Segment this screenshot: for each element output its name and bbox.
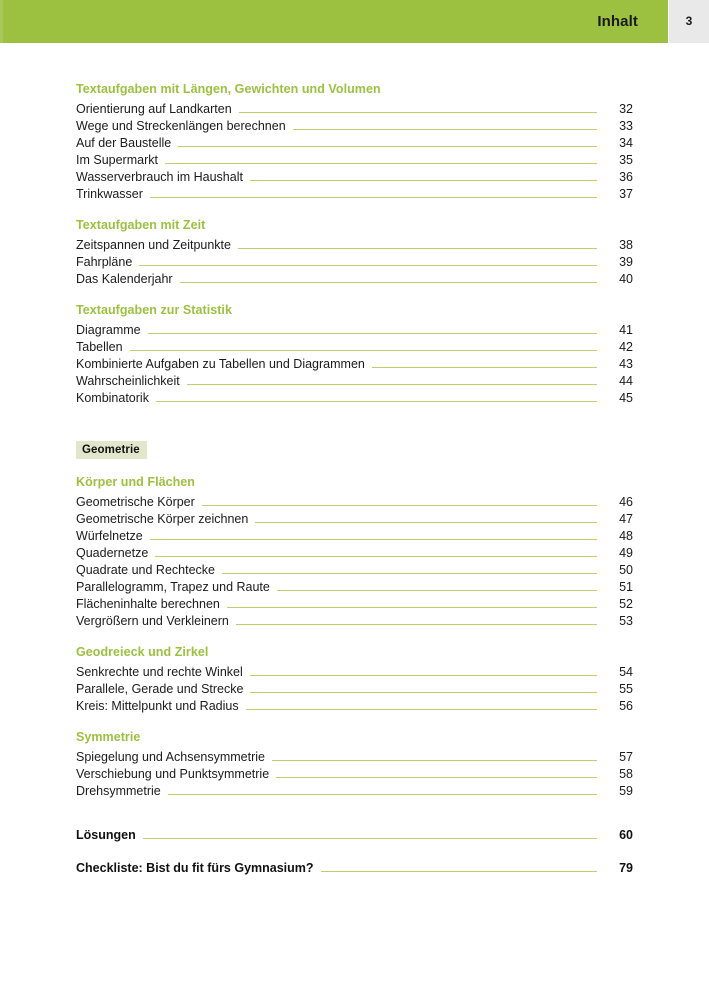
toc-leader-line — [202, 494, 597, 506]
toc-entry-page-number: 40 — [619, 272, 633, 286]
toc-entry-label: Orientierung auf Landkarten — [76, 102, 232, 116]
toc-summary-row[interactable] — [76, 827, 633, 844]
toc-section — [76, 644, 633, 715]
toc-leader-line — [139, 254, 597, 266]
toc-section-heading: Textaufgaben mit Längen, Gewichten und Volumen — [76, 82, 381, 96]
toc-leader-line — [255, 511, 597, 523]
toc-entry-page-number: 46 — [619, 495, 633, 509]
toc-entry-page-number: 45 — [619, 391, 633, 405]
toc-entry-page-number: 59 — [619, 784, 633, 798]
toc-leader-line — [130, 339, 597, 351]
toc-entry-page-number: 47 — [619, 512, 633, 526]
toc-entry-label: Wege und Streckenlängen berechnen — [76, 119, 286, 133]
toc-leader-line — [143, 827, 597, 839]
section-gap — [76, 715, 633, 729]
toc-leader-line — [227, 596, 597, 608]
toc-entry-label: Trinkwasser — [76, 187, 143, 201]
toc-entry-label: Senkrechte und rechte Winkel — [76, 665, 243, 679]
toc-row[interactable] — [76, 579, 633, 596]
toc-entry-label: Checkliste: Bist du fit fürs Gymnasium? — [76, 861, 314, 875]
toc-entry-label: Parallele, Gerade und Strecke — [76, 682, 244, 696]
toc-entry-label: Zeitspannen und Zeitpunkte — [76, 238, 231, 252]
toc-entry-label: Tabellen — [76, 340, 123, 354]
section-gap — [76, 203, 633, 217]
toc-leader-line — [277, 579, 597, 591]
toc-row[interactable] — [76, 169, 633, 186]
toc-entry-page-number: 34 — [619, 136, 633, 150]
toc-row[interactable] — [76, 749, 633, 766]
toc-entry-label: Würfelnetze — [76, 529, 143, 543]
toc-entry-label: Das Kalenderjahr — [76, 272, 173, 286]
toc-row[interactable] — [76, 613, 633, 630]
toc-entry-page-number: 60 — [619, 828, 633, 842]
page-title: Inhalt — [597, 13, 638, 30]
toc-row[interactable] — [76, 511, 633, 528]
toc-entry-page-number: 32 — [619, 102, 633, 116]
toc-entry-page-number: 37 — [619, 187, 633, 201]
toc-row[interactable] — [76, 783, 633, 800]
toc-row[interactable] — [76, 322, 633, 339]
category-badge-wrapper — [76, 440, 633, 459]
toc-section-group-geometrie — [76, 474, 633, 800]
toc-row[interactable] — [76, 135, 633, 152]
toc-leader-line — [187, 373, 597, 385]
toc-leader-line — [239, 101, 597, 113]
toc-entry-label: Geometrische Körper — [76, 495, 195, 509]
toc-row[interactable] — [76, 528, 633, 545]
toc-row[interactable] — [76, 254, 633, 271]
toc-leader-line — [180, 271, 597, 283]
page-header — [0, 0, 709, 43]
toc-leader-line — [168, 783, 597, 795]
toc-entry-page-number: 57 — [619, 750, 633, 764]
toc-section-heading: Textaufgaben zur Statistik — [76, 303, 232, 317]
toc-row[interactable] — [76, 681, 633, 698]
toc-entry-page-number: 54 — [619, 665, 633, 679]
toc-section-group-textaufgaben — [76, 81, 633, 407]
toc-entry-page-number: 79 — [619, 861, 633, 875]
toc-row[interactable] — [76, 186, 633, 203]
toc-section — [76, 729, 633, 800]
toc-entry-label: Lösungen — [76, 828, 136, 842]
toc-leader-line — [156, 390, 597, 402]
toc-entry-page-number: 49 — [619, 546, 633, 560]
category-badge-geometrie: Geometrie — [76, 441, 147, 459]
top-spacer — [76, 43, 633, 81]
toc-leader-line — [321, 860, 597, 872]
toc-row[interactable] — [76, 152, 633, 169]
toc-entry-label: Geometrische Körper zeichnen — [76, 512, 249, 526]
toc-row[interactable] — [76, 271, 633, 288]
toc-row[interactable] — [76, 118, 633, 135]
toc-leader-line — [372, 356, 597, 368]
header-bar-left-edge — [0, 0, 3, 43]
toc-entry-page-number: 52 — [619, 597, 633, 611]
toc-row[interactable] — [76, 766, 633, 783]
toc-leader-line — [272, 749, 597, 761]
toc-section-heading: Symmetrie — [76, 730, 141, 744]
toc-leader-line — [250, 169, 597, 181]
toc-entry-label: Im Supermarkt — [76, 153, 158, 167]
toc-leader-line — [148, 322, 597, 334]
toc-summary-entries — [76, 827, 633, 877]
toc-row[interactable] — [76, 596, 633, 613]
toc-leader-line — [238, 237, 597, 249]
toc-leader-line — [276, 766, 597, 778]
toc-row[interactable] — [76, 237, 633, 254]
toc-entry-page-number: 44 — [619, 374, 633, 388]
toc-section-heading: Körper und Flächen — [76, 475, 195, 489]
toc-row[interactable] — [76, 494, 633, 511]
toc-entry-page-number: 36 — [619, 170, 633, 184]
toc-section — [76, 474, 633, 630]
section-gap — [76, 630, 633, 644]
toc-entry-label: Diagramme — [76, 323, 141, 337]
toc-leader-line — [250, 664, 597, 676]
header-page-number-box — [669, 0, 709, 43]
toc-summary-row[interactable] — [76, 860, 633, 877]
toc-entry-page-number: 35 — [619, 153, 633, 167]
toc-entry-page-number: 55 — [619, 682, 633, 696]
toc-entry-label: Kreis: Mittelpunkt und Radius — [76, 699, 239, 713]
header-page-number: 3 — [685, 14, 693, 28]
toc-leader-line — [150, 186, 597, 198]
toc-row[interactable] — [76, 101, 633, 118]
toc-entry-label: Quadrate und Rechtecke — [76, 563, 215, 577]
toc-entry-page-number: 42 — [619, 340, 633, 354]
toc-entry-page-number: 48 — [619, 529, 633, 543]
toc-entry-page-number: 39 — [619, 255, 633, 269]
section-gap — [76, 288, 633, 302]
toc-leader-line — [155, 545, 597, 557]
toc-entry-label: Auf der Baustelle — [76, 136, 172, 150]
badge-top-spacer — [76, 407, 633, 440]
toc-entry-page-number: 56 — [619, 699, 633, 713]
toc-leader-line — [178, 135, 597, 147]
toc-entry-label: Fahrpläne — [76, 255, 133, 269]
toc-entry-page-number: 51 — [619, 580, 633, 594]
toc-leader-line — [236, 613, 597, 625]
toc-entry-label: Kombinatorik — [76, 391, 149, 405]
summary-gap — [76, 844, 633, 860]
toc-row[interactable] — [76, 562, 633, 579]
toc-leader-line — [165, 152, 597, 164]
toc-leader-line — [293, 118, 597, 130]
toc-leader-line — [250, 681, 597, 693]
toc-entry-label: Drehsymmetrie — [76, 784, 161, 798]
toc-row[interactable] — [76, 339, 633, 356]
toc-entry-label: Wahrscheinlichkeit — [76, 374, 180, 388]
toc-entry-label: Parallelogramm, Trapez und Raute — [76, 580, 270, 594]
badge-bottom-spacer — [76, 459, 633, 474]
toc-section — [76, 81, 633, 203]
toc-row[interactable] — [76, 373, 633, 390]
toc-row[interactable] — [76, 356, 633, 373]
toc-entry-label: Quadernetze — [76, 546, 149, 560]
toc-entry-page-number: 38 — [619, 238, 633, 252]
toc-entry-page-number: 53 — [619, 614, 633, 628]
toc-entry-page-number: 33 — [619, 119, 633, 133]
toc-entry-label: Verschiebung und Punktsymmetrie — [76, 767, 270, 781]
toc-entry-page-number: 43 — [619, 357, 633, 371]
toc-section — [76, 217, 633, 288]
toc-section — [76, 302, 633, 407]
toc-row[interactable] — [76, 390, 633, 407]
toc-entry-page-number: 58 — [619, 767, 633, 781]
toc-entry-label: Spiegelung und Achsensymmetrie — [76, 750, 266, 764]
toc-section-heading: Geodreieck und Zirkel — [76, 645, 209, 659]
toc-entry-label: Flächeninhalte berechnen — [76, 597, 220, 611]
toc-leader-line — [150, 528, 597, 540]
table-of-contents — [76, 43, 633, 877]
toc-leader-line — [246, 698, 597, 710]
toc-leader-line — [222, 562, 597, 574]
toc-entry-label: Kombinierte Aufgaben zu Tabellen und Diagrammen — [76, 357, 365, 371]
toc-row[interactable] — [76, 664, 633, 681]
toc-entry-label: Wasserverbrauch im Haushalt — [76, 170, 243, 184]
toc-entry-label: Vergrößern und Verkleinern — [76, 614, 229, 628]
toc-entry-page-number: 41 — [619, 323, 633, 337]
header-green-bar — [0, 0, 668, 43]
toc-section-heading: Textaufgaben mit Zeit — [76, 218, 206, 232]
toc-row[interactable] — [76, 545, 633, 562]
toc-row[interactable] — [76, 698, 633, 715]
summary-top-spacer — [76, 800, 633, 827]
toc-entry-page-number: 50 — [619, 563, 633, 577]
